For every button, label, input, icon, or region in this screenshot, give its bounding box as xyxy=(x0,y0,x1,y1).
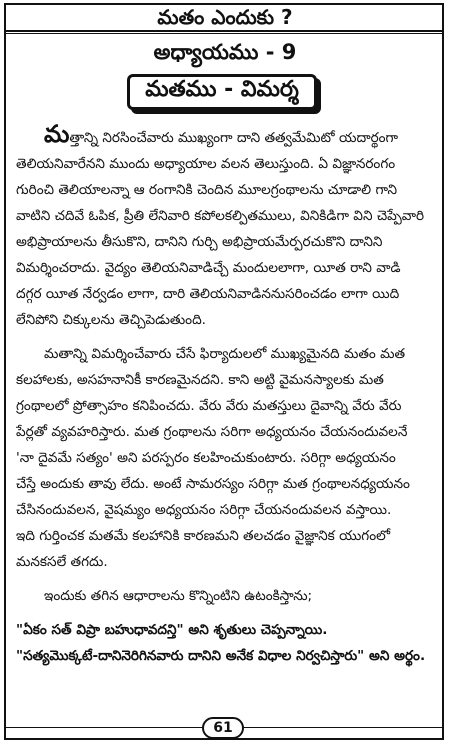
running-header: మతం ఎందుకు ? xyxy=(157,5,293,29)
paragraph-line: ఇది గుర్తించక మతమే కలహానికి కారణమని తలచడం వైజ్ఞానిక యుగంలో xyxy=(16,528,391,544)
paragraph-line: అభిప్రాయాలను తీసుకొని, దానిని గుర్చి అభిప్రాయమేర్పరచుకొని దానిని xyxy=(16,234,383,250)
paragraph-1 xyxy=(16,124,438,333)
quote-line: "ఏకం సత్ విప్రా బహుధావదన్తి" అని శృతులు చెప్పన్నాయి. xyxy=(16,622,328,638)
header-rule-thin xyxy=(4,33,444,34)
paragraph-line: 'నా దైవమే సత్యం' అని పరస్పరం కలహించుకుంటారు. సరిగ్గా అధ్యయనం xyxy=(16,450,396,466)
paragraph-line: తెలియనివారేనని ముందు అధ్యాయాల వలన తెలుస్తుంది. ఏ విజ్ఞానరంగం xyxy=(16,156,396,172)
section-title: మతము - విమర్శ xyxy=(145,77,299,102)
paragraph-line: ఇందుకు తగిన ఆధారాలను కొన్నింటిని ఉటంకిస్తాను; xyxy=(44,588,313,604)
header-rule xyxy=(4,30,444,32)
body-text xyxy=(16,124,438,669)
paragraph-line: మనకసలే తగదు. xyxy=(16,554,108,570)
paragraph-line: గురించి తెలియాలన్నా ఆ రంగానికి చెందిన మూలగ్రంథాలను చూడాలి గాని xyxy=(16,182,398,198)
paragraph-line: వాటిని చదివే ఓపిక, ప్రీతి లేనివారి కపోలకల్పితములు, వినికిడిగా విని చెప్పేవారి xyxy=(16,208,425,224)
paragraph-3 xyxy=(16,583,438,609)
paragraph-line: మత్తాన్ని నిరసించేవారు ముఖ్యంగా దాని తత్వమేమిటో యదార్థంగా xyxy=(16,124,438,151)
paragraph-line: విమర్శించరాదు. వైద్యం తెలియనివాడిచ్చే మందులలాగా, యీత రాని వాడి xyxy=(16,260,401,276)
paragraph-2 xyxy=(16,341,438,575)
paragraph-line: కలహాలకు, అసహనానికీ కారణమైనదని. కాని అట్టి వైమనస్యాలకు మత xyxy=(16,372,384,388)
paragraph-line: దగ్గర యీత నేర్వడం లాగా, దారి తెలియనివాడిననుసరించడం లాగా యిది xyxy=(16,286,400,302)
page-number: 61 xyxy=(202,717,244,739)
chapter-label: అధ్యాయము - 9 xyxy=(153,40,297,64)
drop-cap: మ xyxy=(44,124,70,148)
paragraph-4 xyxy=(16,617,438,669)
paragraph-line: చేసినందువలన, వైషమ్యం అధ్యయనం సరిగ్గా చేయనందువలన వస్తాయి. xyxy=(16,502,392,518)
paragraph-line: పేర్లతో వ్యవహరిస్తారు. మత గ్రంథాలను సరిగా అధ్యయనం చేయనందువలనే xyxy=(16,424,408,440)
quote-line: "సత్యమొక్కటే-దానినెరిగినవారు దానిని అనేక విధాల నిర్వచిస్తారు" అని అర్థం. xyxy=(16,648,426,664)
paragraph-line: చేస్తే అందుకు తావు లేదు. అంటే సామరస్యం సరిగ్గా మత గ్రంథాలనధ్యయనం xyxy=(16,476,410,492)
section-title-box xyxy=(127,74,317,110)
paragraph-line: మతాన్ని విమర్శించేవారు చేసే ఫిర్యాదులలో ముఖ్యమైనది మతం మత xyxy=(44,346,406,362)
paragraph-line: లేనిపోని చిక్కులను తెచ్చిపెడుతుంది. xyxy=(16,312,206,328)
paragraph-line: గ్రంథాలలో ప్రోత్సాహం కనిపించదు. వేరు వేరు మతస్తులు దైవాన్ని వేరు వేరు xyxy=(16,398,402,414)
